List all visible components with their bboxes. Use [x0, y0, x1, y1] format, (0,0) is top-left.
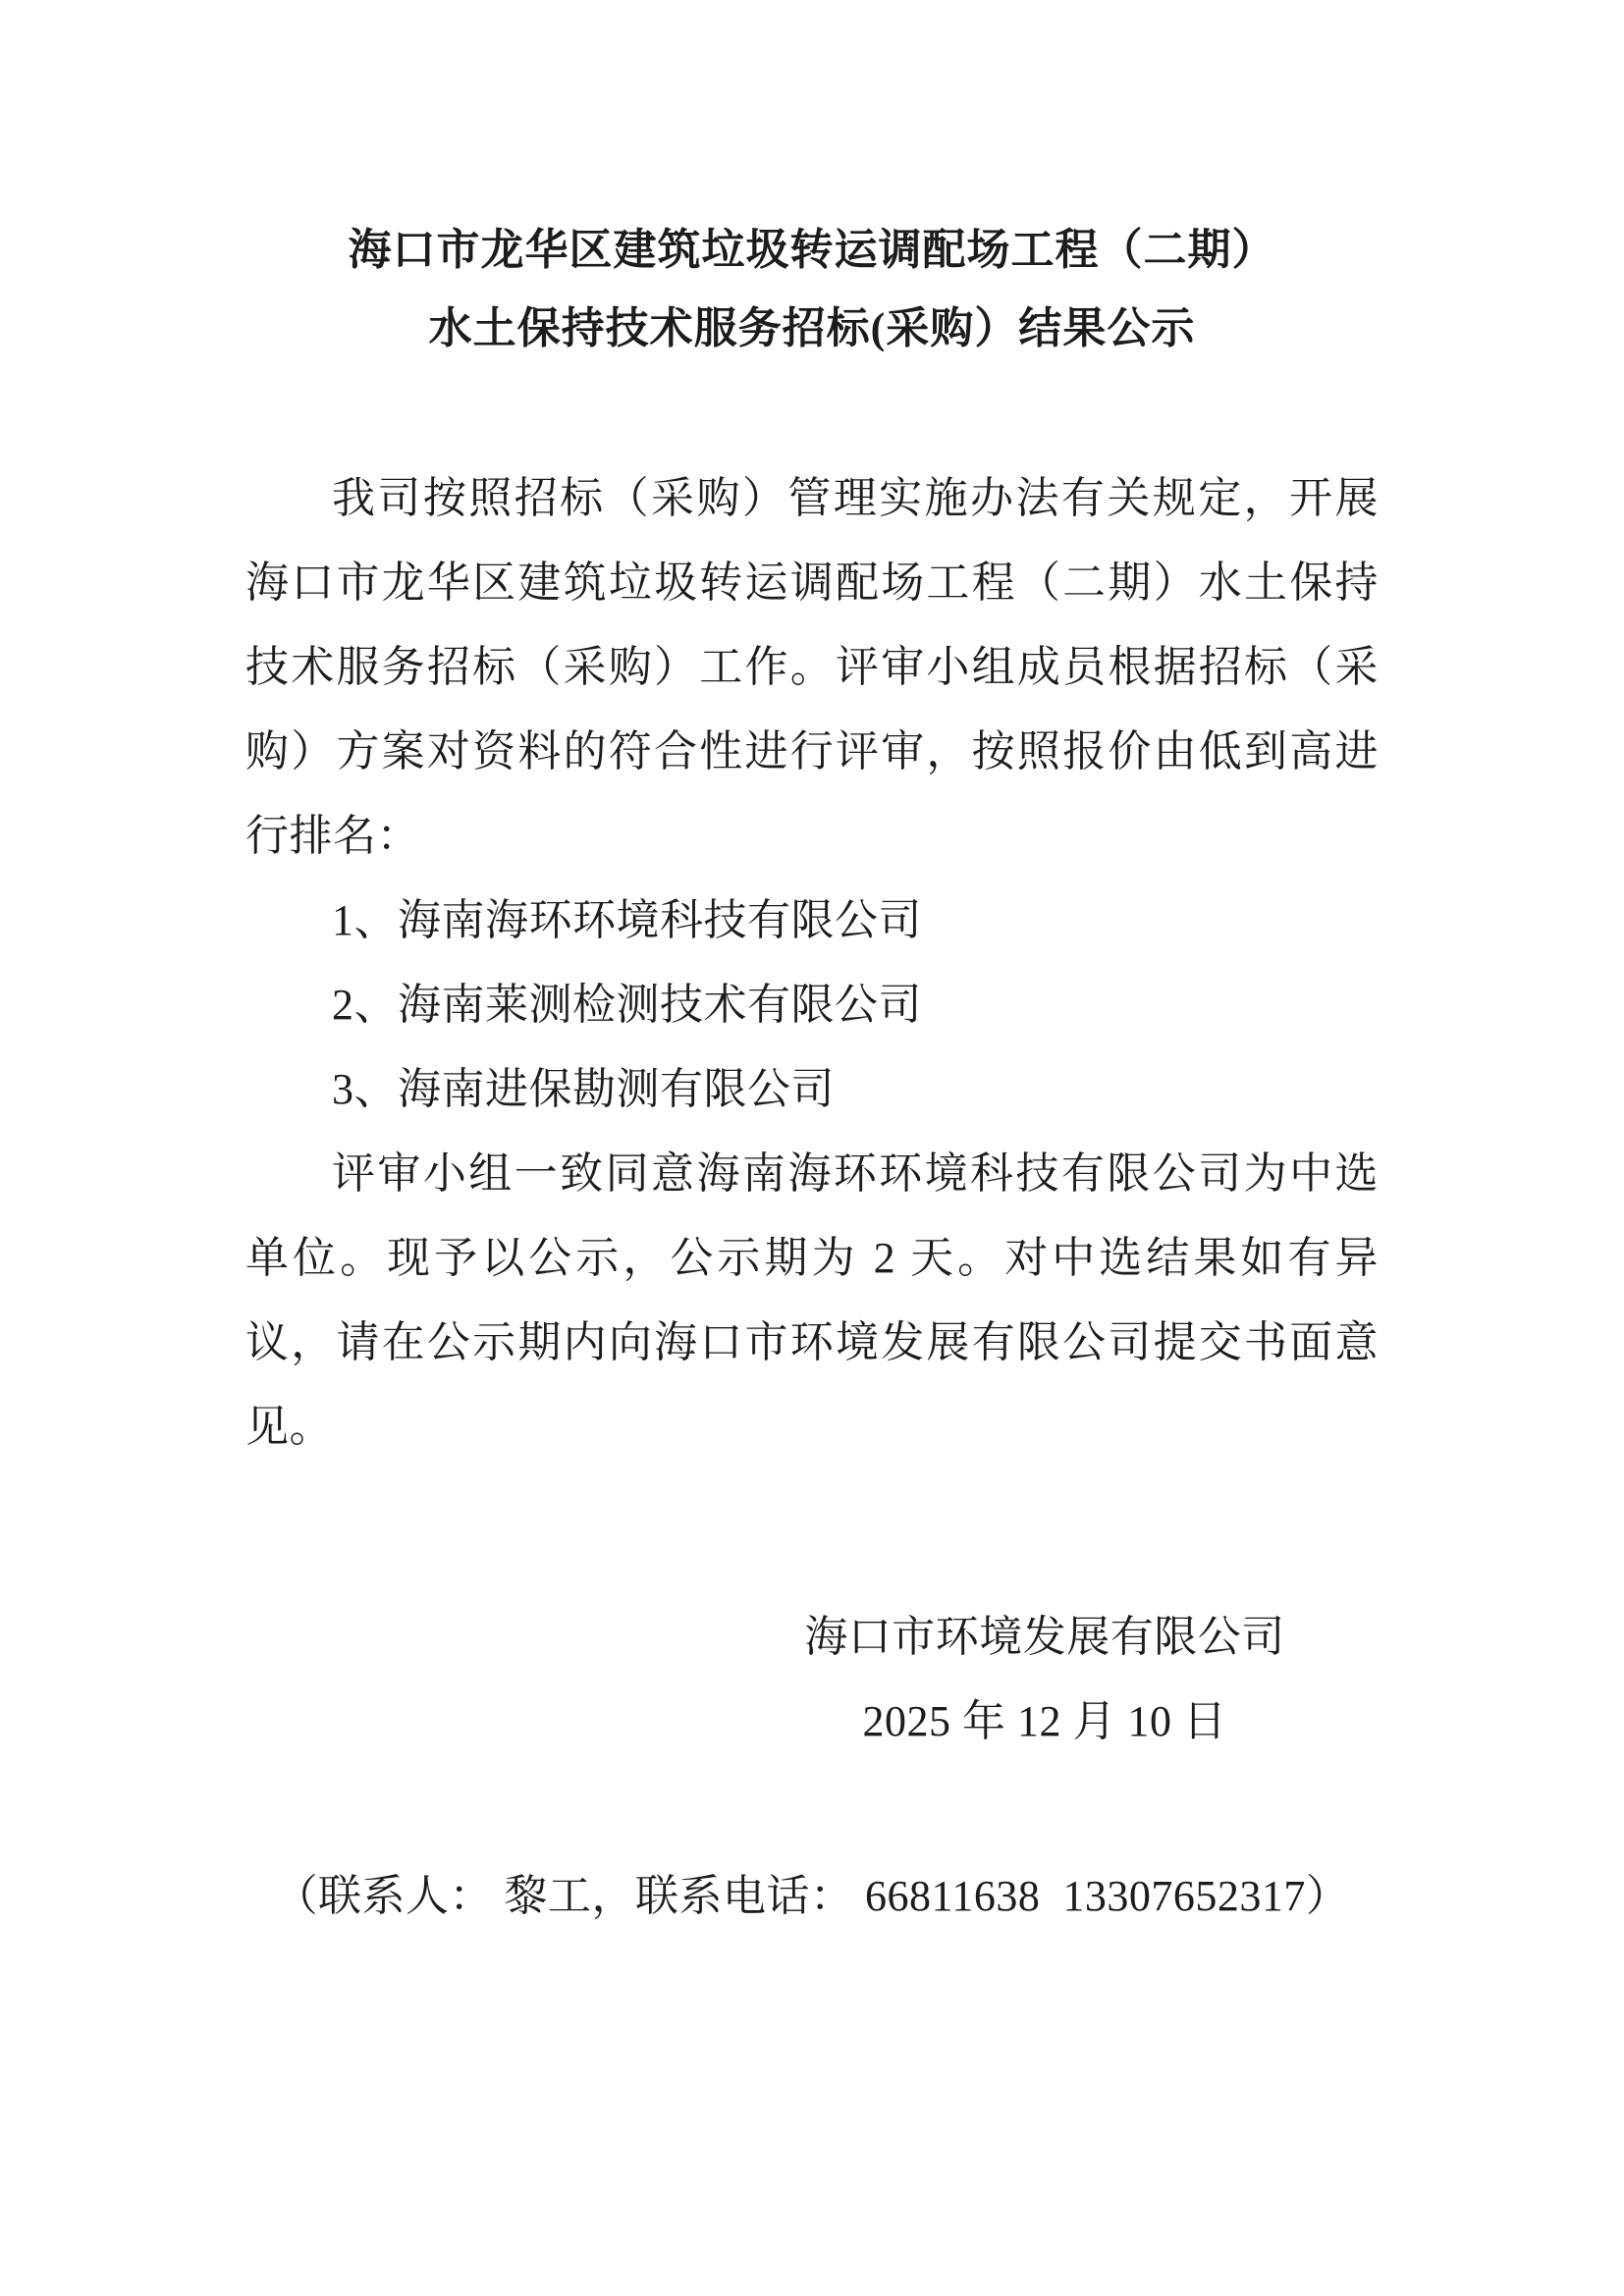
contact-line: （联系人： 黎工，联系电话： 66811638 13307652317） — [274, 1872, 1350, 1920]
document-content — [0, 211, 1624, 1939]
signature-date: 2025 年 12 月 10 日 — [862, 1697, 1227, 1745]
ranked-bidder-2: 2、海南莱测检测技术有限公司 — [332, 981, 922, 1029]
paragraph-result: 评审小组一致同意海南海环环境科技有限公司为中选单位。现予以公示，公示期为 2 天。对中选结果如有异议，请在公示期内向海口市环境发展有限公司提交书面意见。 — [245, 1149, 1379, 1451]
ranked-bidder-1: 1、海南海环环境科技有限公司 — [332, 896, 922, 944]
ranked-bidder-3: 3、海南进保勘测有限公司 — [332, 1065, 835, 1113]
title-line-2: 水土保持技术服务招标(采购）结果公示 — [428, 304, 1196, 352]
paragraph-intro: 我司按照招标（采购）管理实施办法有关规定，开展海口市龙华区建筑垃圾转运调配场工程（二期）水土保持技术服务招标（采购）工作。评审小组成员根据招标（采购）方案对资料的符合性进行评审，按照报价由低到高进行排名： — [245, 474, 1379, 860]
title-line-1: 海口市龙华区建筑垃圾转运调配场工程（二期） — [348, 226, 1276, 274]
document-body — [245, 456, 1379, 1939]
page-title — [245, 211, 1379, 368]
signature-company: 海口市环境发展有限公司 — [804, 1613, 1285, 1661]
ranking-list — [245, 879, 1379, 1132]
signature-block — [721, 1595, 1369, 1764]
